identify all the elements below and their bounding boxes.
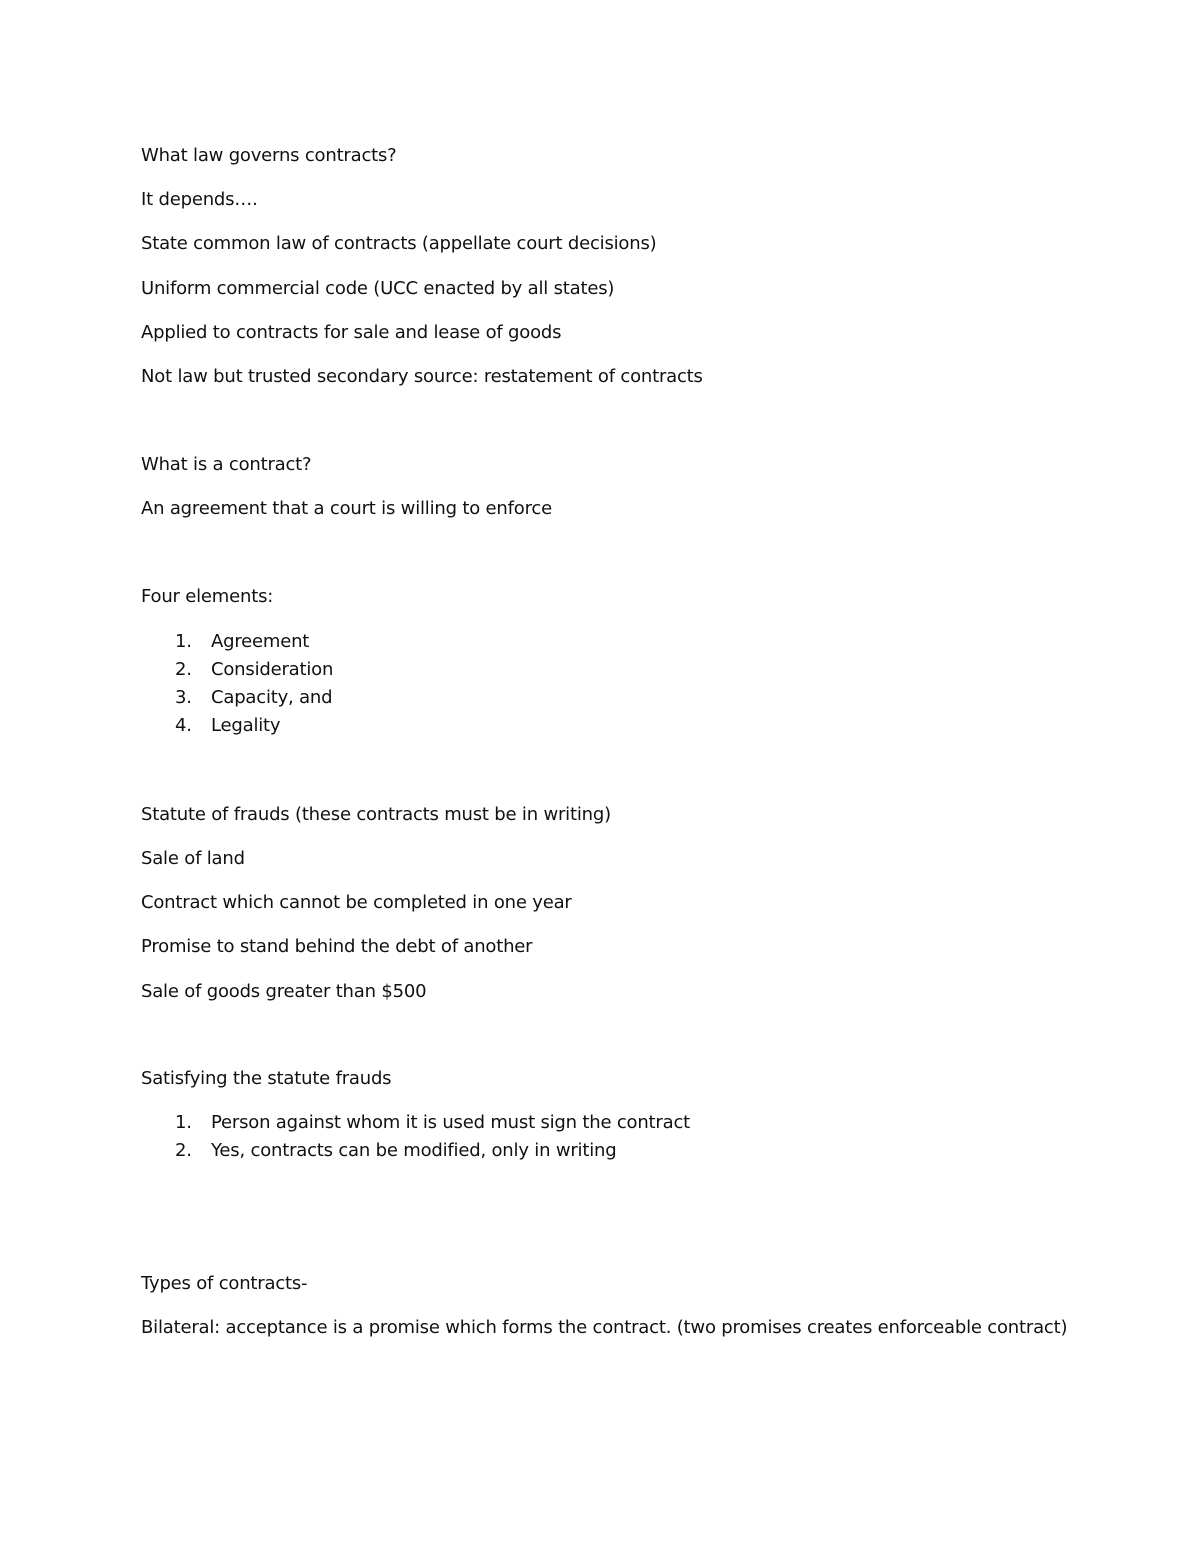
list-item-text: Person against whom it is used must sign the contract xyxy=(211,1112,691,1133)
list-item-text: Yes, contracts can be modified, only in writing xyxy=(211,1140,617,1161)
text-bilateral-contract: Bilateral: acceptance is a promise which forms the contract. (two promises creates enforceable contract) xyxy=(141,1317,1068,1338)
text-state-common-law: State common law of contracts (appellate court decisions) xyxy=(141,233,657,254)
heading-statute-of-frauds: Statute of frauds (these contracts must be in writing) xyxy=(141,804,611,825)
list-item-number: 2. xyxy=(175,1140,192,1161)
text-one-year-contract: Contract which cannot be completed in one year xyxy=(141,892,572,913)
text-restatement-of-contracts: Not law but trusted secondary source: restatement of contracts xyxy=(141,366,703,387)
list-item-text: Agreement xyxy=(211,631,310,652)
list-item-number: 2. xyxy=(175,659,192,680)
text-applied-to-contracts: Applied to contracts for sale and lease of goods xyxy=(141,322,562,343)
heading-types-of-contracts: Types of contracts- xyxy=(141,1273,308,1294)
list-item-number: 3. xyxy=(175,687,192,708)
text-uniform-commercial-code: Uniform commercial code (UCC enacted by all states) xyxy=(141,278,615,299)
list-item-number: 1. xyxy=(175,1112,192,1133)
list-item-number: 4. xyxy=(175,715,192,736)
text-sale-of-goods: Sale of goods greater than $500 xyxy=(141,981,427,1002)
list-item-number: 1. xyxy=(175,631,192,652)
text-sale-of-land: Sale of land xyxy=(141,848,245,869)
heading-what-is-a-contract: What is a contract? xyxy=(141,454,312,475)
list-item-text: Legality xyxy=(211,715,281,736)
heading-satisfying-statute: Satisfying the statute frauds xyxy=(141,1068,392,1089)
text-it-depends: It depends…. xyxy=(141,189,258,210)
text-debt-of-another: Promise to stand behind the debt of another xyxy=(141,936,533,957)
list-item-text: Capacity, and xyxy=(211,687,333,708)
text-agreement-definition: An agreement that a court is willing to enforce xyxy=(141,498,552,519)
heading-what-law-governs: What law governs contracts? xyxy=(141,145,397,166)
heading-four-elements: Four elements: xyxy=(141,586,274,607)
list-item-text: Consideration xyxy=(211,659,334,680)
